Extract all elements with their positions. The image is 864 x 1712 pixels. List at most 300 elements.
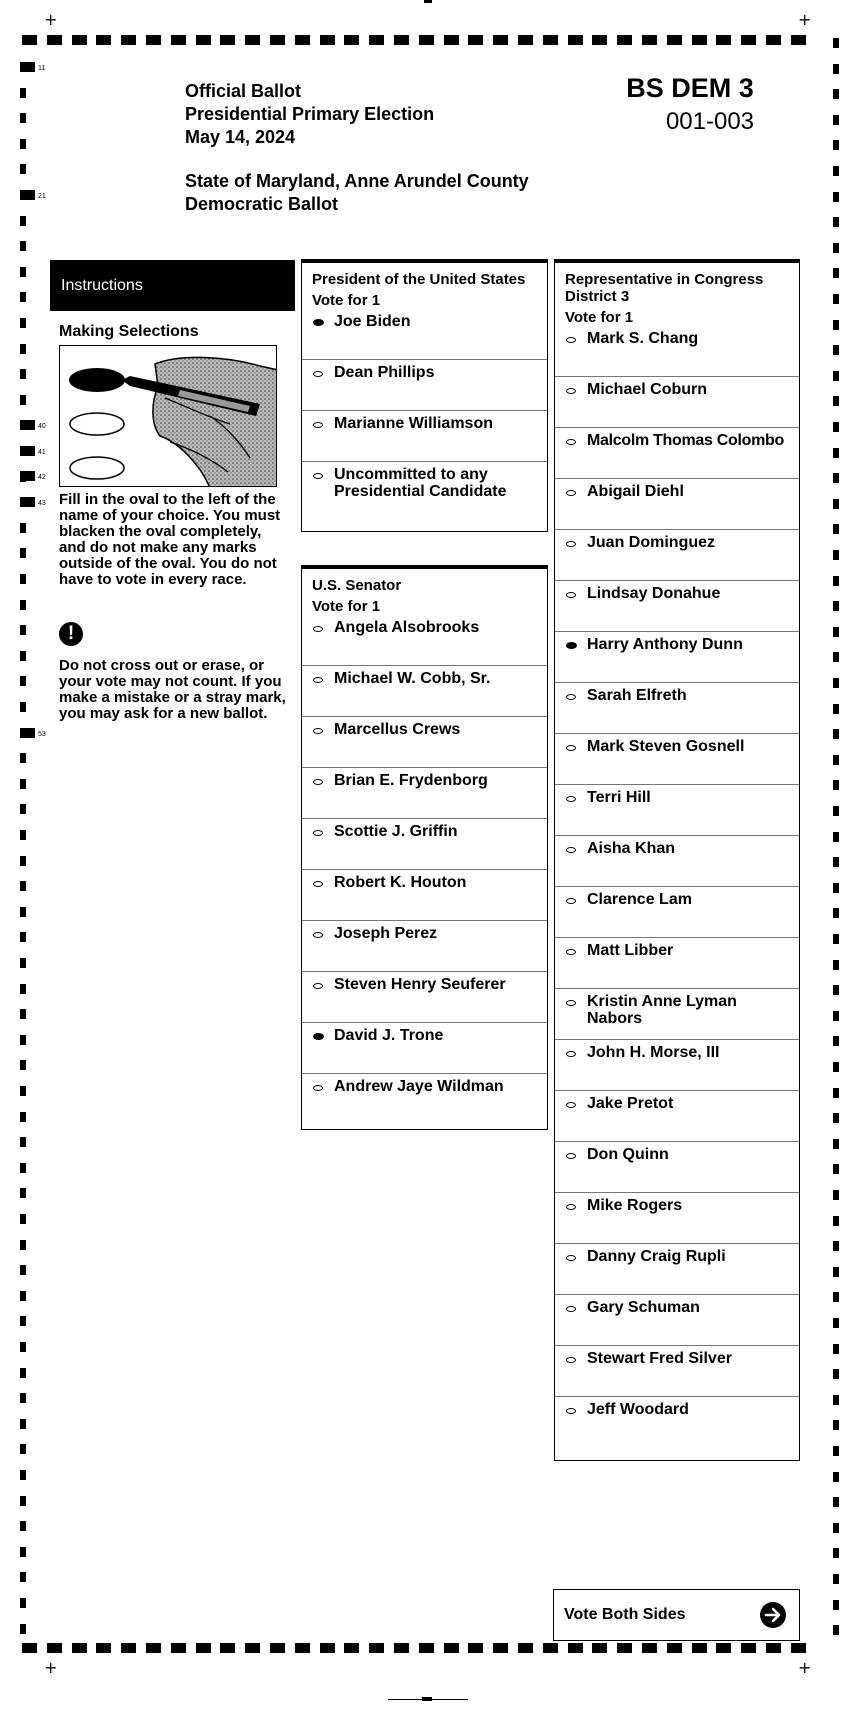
timing-mark-right [833,268,839,278]
candidate-row[interactable] [302,921,547,972]
instructions-header: Instructions [50,260,295,311]
timing-mark-right [833,320,839,330]
timing-mark-right [833,1344,839,1354]
timing-mark-right [833,1369,839,1379]
arrow-right-circle-icon [760,1602,786,1628]
vote-oval[interactable] [566,1204,576,1210]
fill-instructions-text: Fill in the oval to the left of the name of your choice. You must blacken the oval completely, and do not make any marks outside of the oval. You do not have to vote in every race. [59,491,281,588]
timing-mark-bottom [196,1643,211,1653]
vote-oval[interactable] [566,1051,576,1057]
vote-oval[interactable] [313,983,323,989]
timing-mark-bottom [394,1643,409,1653]
timing-mark-left [20,1470,26,1480]
candidate-name: Clarence Lam [587,891,692,908]
timing-mark-top [369,35,384,45]
timing-mark-left [20,1342,26,1352]
empty-oval-example [70,457,124,479]
timing-mark-top [493,35,508,45]
timing-mark-right [833,38,839,48]
candidate-name: Marianne Williamson [334,415,493,432]
timing-mark-left [20,984,26,994]
timing-mark-top [692,35,707,45]
timing-mark-left [20,1060,26,1070]
exclamation-icon: ! [59,622,83,646]
timing-mark-left [20,651,26,661]
timing-mark-right [833,1036,839,1046]
timing-mark-right [833,627,839,637]
vote-oval[interactable] [566,388,576,394]
empty-oval-example [70,413,124,435]
vote-oval[interactable] [313,779,323,785]
timing-mark-left [20,958,26,968]
timing-mark-right [833,499,839,509]
timing-mark-left [20,702,26,712]
candidate-name: Gary Schuman [587,1299,700,1316]
candidate-name: Lindsay Donahue [587,585,721,602]
vote-oval[interactable] [566,847,576,853]
contest-representative-in-congress [554,259,800,1461]
timing-mark-right [833,1472,839,1482]
candidate-row[interactable] [302,411,547,462]
timing-mark-right [833,345,839,355]
vote-oval-marked[interactable] [313,1033,324,1040]
vote-oval[interactable] [313,371,323,377]
vote-oval[interactable] [566,1000,576,1006]
timing-mark-right [833,422,839,432]
candidate-row[interactable] [555,1295,799,1346]
candidate-row[interactable] [302,972,547,1023]
candidate-name: Mike Rogers [587,1197,683,1214]
timing-mark-left [20,1521,26,1531]
timing-mark-bottom [667,1643,682,1653]
timing-mark-wide [20,446,35,456]
timing-mark-bottom [592,1643,607,1653]
timing-mark-left [20,369,26,379]
timing-mark-right [833,89,839,99]
candidate-name: Sarah Elfreth [587,687,687,704]
timing-mark-top [196,35,211,45]
vote-oval[interactable] [566,439,576,445]
timing-mark-right [833,601,839,611]
vote-for-instruction: Vote for 1 [312,292,381,309]
candidate-row[interactable] [302,615,547,666]
candidate-row[interactable] [555,1142,799,1193]
candidate-name: Joseph Perez [334,925,438,942]
candidate-row[interactable] [555,734,799,785]
timing-mark-top [171,35,186,45]
timing-mark-bottom [791,1643,806,1653]
top-center-registration-mark [424,0,432,3]
timing-mark-left [20,625,26,635]
timing-mark-top [543,35,558,45]
vote-oval[interactable] [566,1408,576,1414]
timing-mark-right [833,524,839,534]
timing-mark-wide [20,471,35,481]
timing-mark-bottom [320,1643,335,1653]
timing-mark-label: 40 [38,423,46,430]
timing-mark-right [833,1318,839,1328]
timing-mark-left [20,1598,26,1608]
timing-mark-right [833,371,839,381]
timing-mark-left [20,1112,26,1122]
candidate-row[interactable] [302,360,547,411]
candidate-name: Uncommitted to any Presidential Candidate [334,466,507,500]
candidate-row[interactable] [555,1193,799,1244]
candidate-row[interactable] [302,1074,547,1125]
timing-mark-right [833,883,839,893]
timing-mark-wide [20,190,35,200]
timing-mark-top [344,35,359,45]
timing-mark-top [444,35,459,45]
timing-mark-bottom [121,1643,136,1653]
timing-mark-left [20,779,26,789]
timing-mark-bottom [741,1643,756,1653]
timing-mark-right [833,1088,839,1098]
candidate-name: Juan Dominguez [587,534,716,551]
candidate-name: Michael Coburn [587,381,708,398]
timing-mark-left [20,881,26,891]
timing-mark-top [245,35,260,45]
timing-mark-top [220,35,235,45]
timing-mark-right [833,473,839,483]
bottom-center-registration-mark [422,1697,432,1701]
candidate-row[interactable] [302,309,547,360]
timing-mark-right [833,934,839,944]
contest-title: President of the United States [312,271,526,288]
candidate-list [555,326,799,1448]
candidate-row[interactable] [555,683,799,734]
timing-mark-right [833,1548,839,1558]
timing-mark-right [833,1267,839,1277]
candidate-name: Aisha Khan [587,840,676,857]
timing-mark-top [146,35,161,45]
candidate-row[interactable] [555,632,799,683]
timing-mark-bottom [543,1643,558,1653]
candidate-row[interactable] [555,479,799,530]
timing-mark-left [20,1496,26,1506]
vote-oval-marked[interactable] [313,319,324,326]
timing-mark-top [394,35,409,45]
timing-mark-right [833,1241,839,1251]
candidate-name: Harry Anthony Dunn [587,636,743,653]
warning-instructions-text: Do not cross out or erase, or your vote may not count. If you make a mistake or a stray mark, you may ask for a new ballot. [59,657,286,722]
timing-mark-bottom [146,1643,161,1653]
candidate-name: Malcolm Thomas Colombo [587,432,784,449]
timing-mark-left [20,1291,26,1301]
timing-mark-left [20,804,26,814]
contest-president [301,259,548,532]
vote-oval[interactable] [313,677,323,683]
timing-mark-right [833,780,839,790]
timing-mark-right [833,960,839,970]
jurisdiction-line: Democratic Ballot [185,194,339,214]
candidate-row[interactable] [555,581,799,632]
timing-mark-bottom [245,1643,260,1653]
timing-mark-bottom [568,1643,583,1653]
candidate-name: Stewart Fred Silver [587,1350,732,1367]
vote-oval[interactable] [566,1357,576,1363]
timing-mark-left [20,1163,26,1173]
candidate-row[interactable] [302,462,547,513]
timing-mark-right [833,985,839,995]
vote-oval[interactable] [566,337,576,343]
contest-title: U.S. Senator [312,577,402,594]
timing-mark-bottom [493,1643,508,1653]
timing-mark-bottom [444,1643,459,1653]
candidate-name: Matt Libber [587,942,674,959]
timing-mark-right [833,1113,839,1123]
candidate-row[interactable] [302,666,547,717]
timing-mark-top [667,35,682,45]
timing-mark-right [833,64,839,74]
precinct-number: 001-003 [665,108,755,135]
registration-crosshair-bottom-left: + [44,1658,58,1677]
timing-mark-bottom [295,1643,310,1653]
timing-mark-left [20,548,26,558]
timing-mark-top [766,35,781,45]
candidate-name: Danny Craig Rupli [587,1248,726,1265]
candidate-row[interactable] [302,717,547,768]
timing-mark-right [833,448,839,458]
timing-mark-left [20,395,26,405]
candidate-row[interactable] [302,768,547,819]
timing-mark-left [20,1368,26,1378]
pen-filling-oval-illustration [60,346,277,487]
vote-oval[interactable] [313,626,323,632]
timing-mark-right [833,1625,839,1635]
candidate-row[interactable] [302,1023,547,1074]
vote-oval[interactable] [566,745,576,751]
timing-mark-right [833,704,839,714]
timing-mark-right [833,294,839,304]
ballot-style-code: BS DEM 3 [626,73,754,103]
ballot-title-line: Official Ballot [185,81,302,101]
timing-mark-label: 21 [38,193,46,200]
timing-mark-left [20,88,26,98]
candidate-name: Jake Pretot [587,1095,674,1112]
vote-oval[interactable] [566,1255,576,1261]
timing-mark-top [468,35,483,45]
candidate-row[interactable] [555,530,799,581]
timing-mark-right [833,243,839,253]
timing-mark-top [716,35,731,45]
timing-mark-left [20,1572,26,1582]
candidate-name: Angela Alsobrooks [334,619,480,636]
candidate-name: Andrew Jaye Wildman [334,1078,504,1095]
timing-mark-left [20,1214,26,1224]
timing-mark-wide [20,62,35,72]
timing-mark-right [833,1011,839,1021]
candidate-row[interactable] [555,887,799,938]
timing-mark-right [833,755,839,765]
registration-crosshair-top-right: + [798,10,812,29]
timing-mark-wide [20,420,35,430]
ballot-jurisdiction [185,170,529,216]
timing-mark-right [833,1139,839,1149]
candidate-name: Mark Steven Gosnell [587,738,745,755]
timing-mark-top [617,35,632,45]
candidate-name: Scottie J. Griffin [334,823,458,840]
marking-example-illustration [59,345,277,487]
timing-mark-right [833,217,839,227]
timing-mark-left [20,1547,26,1557]
candidate-name: Steven Henry Seuferer [334,976,506,993]
timing-mark-left [20,1265,26,1275]
timing-mark-right [833,832,839,842]
timing-mark-left [20,753,26,763]
timing-mark-top [568,35,583,45]
candidate-name: Jeff Woodard [587,1401,689,1418]
timing-mark-right [833,729,839,739]
making-selections-heading: Making Selections [59,323,199,340]
timing-mark-bottom [369,1643,384,1653]
timing-mark-right [833,1574,839,1584]
timing-mark-bottom [47,1643,62,1653]
timing-mark-wide [20,728,35,738]
timing-mark-bottom [766,1643,781,1653]
timing-mark-right [833,1164,839,1174]
timing-mark-left [20,1240,26,1250]
vote-oval[interactable] [313,1085,323,1091]
candidate-row[interactable] [555,1397,799,1448]
vote-oval[interactable] [566,592,576,598]
vote-oval[interactable] [566,1306,576,1312]
jurisdiction-line: State of Maryland, Anne Arundel County [185,171,529,191]
timing-mark-label: 11 [38,65,46,72]
timing-mark-top [47,35,62,45]
timing-mark-right [833,1446,839,1456]
candidate-list [302,309,547,513]
timing-mark-right [833,166,839,176]
timing-mark-top [419,35,434,45]
timing-mark-bottom [22,1643,37,1653]
timing-mark-top [791,35,806,45]
timing-mark-top [121,35,136,45]
ballot-title [185,80,434,149]
timing-mark-right [833,550,839,560]
timing-mark-left [20,1393,26,1403]
timing-mark-right [833,857,839,867]
candidate-row[interactable] [555,377,799,428]
vote-oval[interactable] [313,422,323,428]
candidate-row[interactable] [555,989,799,1040]
candidate-name: Joe Biden [334,313,411,330]
ballot-title-line: Presidential Primary Election [185,104,435,124]
timing-mark-top [22,35,37,45]
timing-mark-bottom [617,1643,632,1653]
vote-oval[interactable] [566,898,576,904]
candidate-row[interactable] [555,428,799,479]
candidate-row[interactable] [555,326,799,377]
candidate-name: Mark S. Chang [587,330,699,347]
candidate-name: Marcellus Crews [334,721,461,738]
timing-mark-top [320,35,335,45]
timing-mark-left [20,1035,26,1045]
candidate-row[interactable] [555,1091,799,1142]
timing-mark-bottom [419,1643,434,1653]
candidate-name: David J. Trone [334,1027,444,1044]
registration-crosshair-bottom-right: + [798,1658,812,1677]
candidate-name: Kristin Anne Lyman Nabors [587,993,737,1027]
timing-mark-top [295,35,310,45]
vote-oval[interactable] [566,1153,576,1159]
timing-mark-wide [20,497,35,507]
timing-mark-left [20,1137,26,1147]
timing-mark-top [518,35,533,45]
timing-mark-top [741,35,756,45]
timing-mark-left [20,932,26,942]
timing-mark-left [20,216,26,226]
vote-oval[interactable] [566,541,576,547]
candidate-name: Michael W. Cobb, Sr. [334,670,491,687]
filled-oval-example [69,368,125,392]
timing-mark-right [833,1395,839,1405]
vote-oval[interactable] [313,881,323,887]
candidate-name: Brian E. Frydenborg [334,772,488,789]
vote-oval[interactable] [313,728,323,734]
candidate-row[interactable] [302,870,547,921]
vote-oval[interactable] [313,932,323,938]
candidate-row[interactable] [555,938,799,989]
timing-mark-right [833,908,839,918]
timing-mark-left [20,907,26,917]
timing-mark-top [642,35,657,45]
vote-for-instruction: Vote for 1 [565,309,634,326]
timing-mark-left [20,164,26,174]
timing-mark-left [20,830,26,840]
timing-mark-right [833,192,839,202]
candidate-row[interactable] [555,1040,799,1091]
timing-mark-label: 41 [38,449,46,456]
timing-mark-bottom [716,1643,731,1653]
candidate-row[interactable] [302,819,547,870]
timing-mark-right [833,1216,839,1226]
timing-mark-left [20,344,26,354]
timing-mark-left [20,1624,26,1634]
timing-mark-right [833,1062,839,1072]
timing-mark-bottom [220,1643,235,1653]
vote-oval[interactable] [566,694,576,700]
vote-oval[interactable] [566,1102,576,1108]
timing-mark-right [833,678,839,688]
timing-mark-right [833,1190,839,1200]
candidate-row[interactable] [555,836,799,887]
timing-mark-left [20,1444,26,1454]
timing-mark-top [270,35,285,45]
vote-oval[interactable] [313,830,323,836]
timing-mark-right [833,1523,839,1533]
candidate-row[interactable] [555,1346,799,1397]
candidate-row[interactable] [555,785,799,836]
vote-oval[interactable] [566,796,576,802]
timing-mark-left [20,676,26,686]
timing-mark-right [833,396,839,406]
timing-mark-left [20,1419,26,1429]
vote-oval-marked[interactable] [566,642,577,649]
candidate-name: John H. Morse, III [587,1044,720,1061]
timing-mark-right [833,652,839,662]
timing-mark-bottom [344,1643,359,1653]
vote-oval[interactable] [313,473,323,479]
vote-oval[interactable] [566,490,576,496]
timing-mark-label: 43 [38,500,46,507]
candidate-row[interactable] [555,1244,799,1295]
timing-mark-top [72,35,87,45]
timing-mark-left [20,318,26,328]
timing-mark-left [20,523,26,533]
timing-mark-left [20,1009,26,1019]
vote-oval[interactable] [566,949,576,955]
